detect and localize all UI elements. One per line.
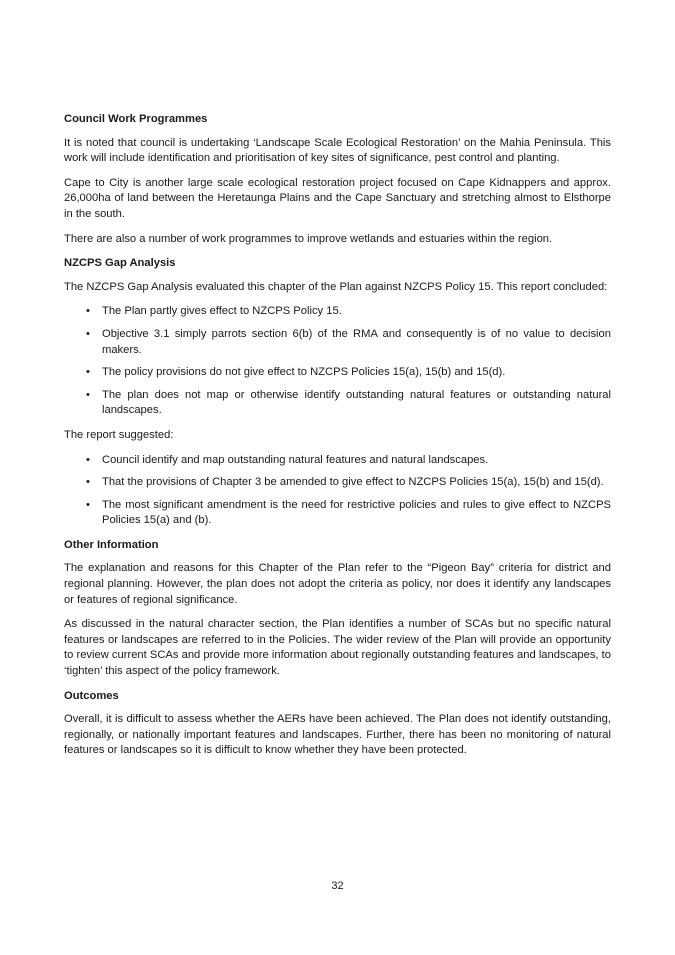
list-item: • The most significant amendment is the need for restrictive policies and rules to give effect to NZCPS Policies 15(a) and (b). — [64, 498, 611, 529]
list-item: • The policy provisions do not give effect to NZCPS Policies 15(a), 15(b) and 15(d). — [64, 365, 611, 381]
gap-intro: The NZCPS Gap Analysis evaluated this chapter of the Plan against NZCPS Policy 15. This report concluded: — [64, 280, 608, 293]
outcomes-heading: Outcomes — [64, 689, 119, 702]
council-paragraph-3: There are also a number of work programmes to improve wetlands and estuaries within the region. — [64, 232, 553, 245]
list-item: • Council identify and map outstanding natural features and natural landscapes. — [64, 453, 611, 469]
suggested-intro: The report suggested: — [64, 428, 174, 441]
outcomes-paragraph-1: Overall, it is difficult to assess whether the AERs have been achieved. The Plan does not identify outstanding, regionally, or nationally important features and landscapes. Further, there has been no monitoring of natural features or landscapes so it is difficult to know whether they have been protected. — [64, 713, 611, 757]
nzcps-gap-analysis-heading: NZCPS Gap Analysis — [64, 257, 176, 270]
list-item: • The plan does not map or otherwise identify outstanding natural features or outstanding natural landscapes. — [64, 388, 611, 419]
conclusions-list — [64, 304, 611, 419]
other-information-heading: Other Information — [64, 538, 159, 551]
document-body — [64, 112, 611, 768]
list-item: • Objective 3.1 simply parrots section 6(b) of the RMA and consequently is of no value to decision makers. — [64, 327, 611, 358]
page-number: 32 — [331, 880, 344, 892]
council-paragraph-2: Cape to City is another large scale ecological restoration project focused on Cape Kidnappers and approx. 26,000ha of land between the Heretaunga Plains and the Cape Sanctuary and stretching almost to Elsthorpe in the south. — [64, 176, 611, 220]
council-work-programmes-heading: Council Work Programmes — [64, 113, 208, 125]
suggestions-list — [64, 453, 611, 529]
other-paragraph-2: As discussed in the natural character section, the Plan identifies a number of SCAs but no specific natural features or landscapes are referred to in the Policies. The wider review of the Plan will provide an opportunity to review current SCAs and provide more information about regionally outstanding features and landscapes, to ‘tighten’ this aspect of the policy framework. — [64, 618, 611, 678]
list-item: • The Plan partly gives effect to NZCPS Policy 15. — [64, 304, 611, 320]
list-item: • That the provisions of Chapter 3 be amended to give effect to NZCPS Policies 15(a), 15(b) and 15(d). — [64, 475, 611, 491]
council-paragraph-1: It is noted that council is undertaking ‘Landscape Scale Ecological Restoration’ on the Mahia Peninsula. This work will include identification and prioritisation of key sites of significance, pest control and planting. — [64, 136, 611, 165]
other-paragraph-1: The explanation and reasons for this Chapter of the Plan refer to the “Pigeon Bay” criteria for district and regional planning. However, the plan does not adopt the criteria as policy, nor does it identify any landscapes or features of regional significance. — [64, 562, 611, 606]
